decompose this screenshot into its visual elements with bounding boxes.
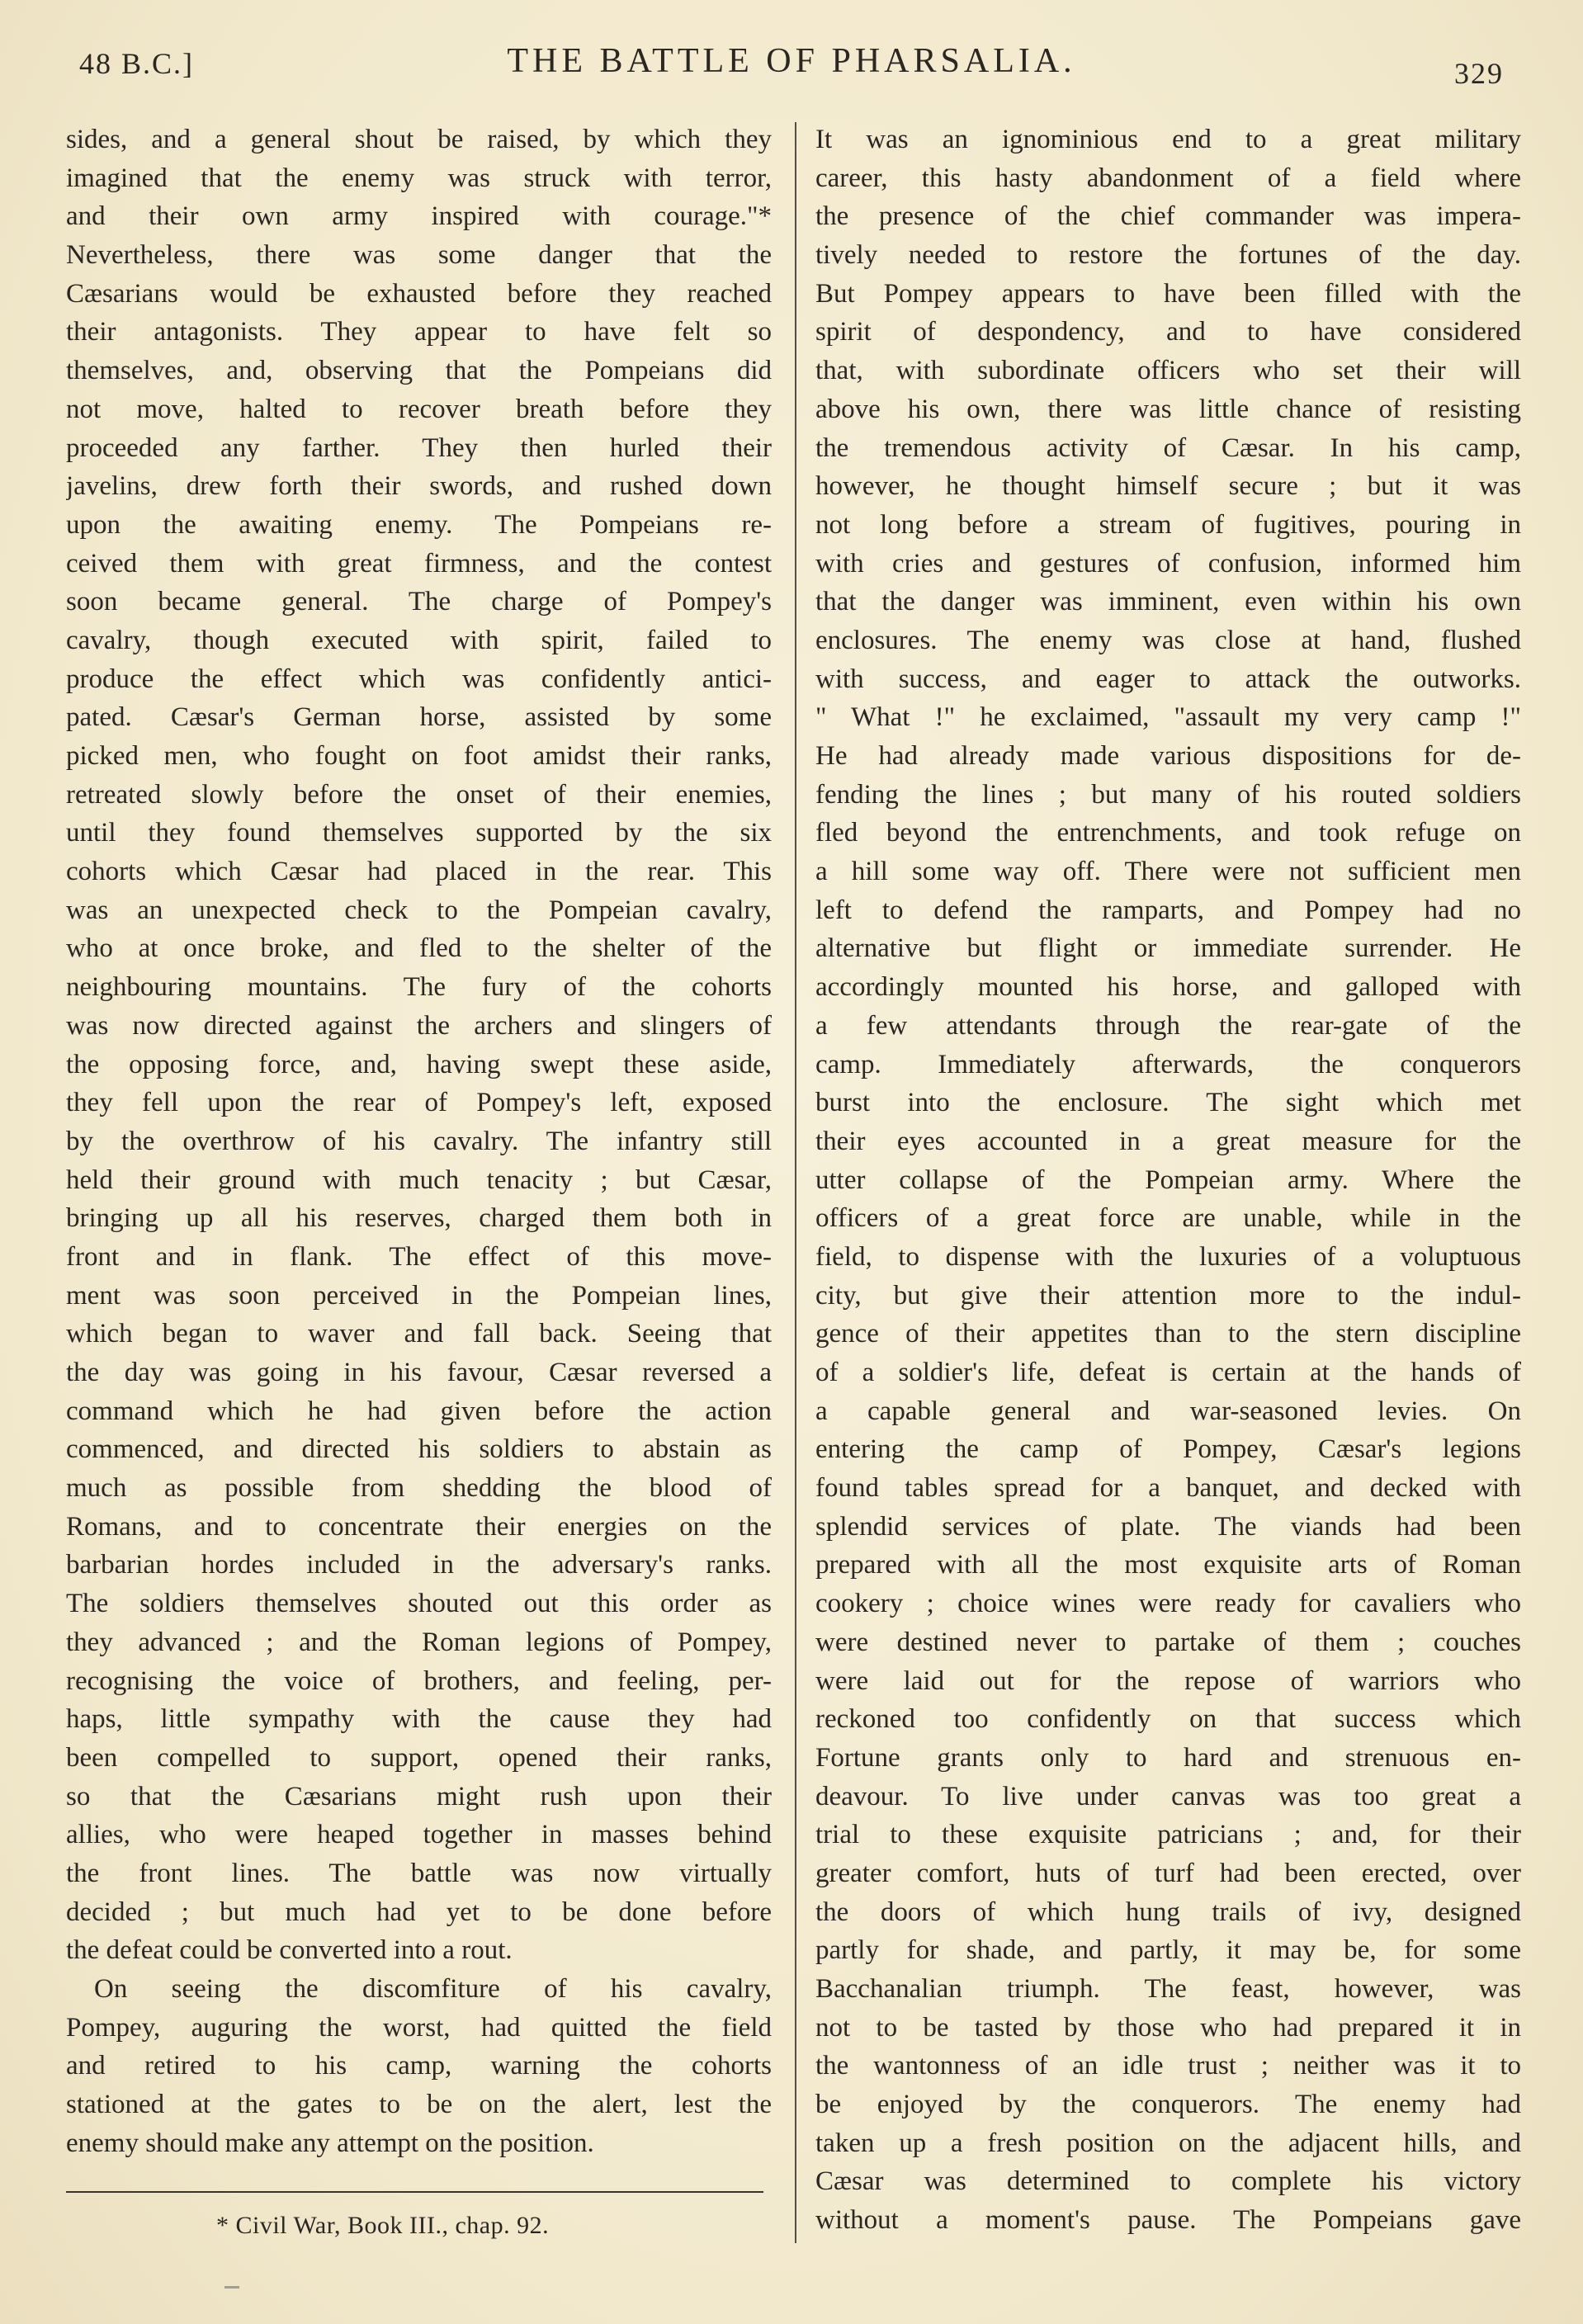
text-line: themselves, and, observing that the Pompeians did <box>66 356 772 386</box>
text-line: that, with subordinate officers who set their will <box>815 356 1521 386</box>
text-line: cookery ; choice wines were ready for cavaliers who <box>815 1589 1521 1619</box>
text-line: their eyes accounted in a great measure for the <box>815 1126 1521 1156</box>
text-line: was now directed against the archers and slingers of <box>66 1010 772 1041</box>
text-line: without a moment's pause. The Pompeians gave <box>815 2205 1521 2236</box>
text-line: javelins, drew forth their swords, and rushed down <box>66 471 772 502</box>
text-line: taken up a fresh position on the adjacent hills, and <box>815 2128 1521 2158</box>
text-line: and their own army inspired with courage."* <box>66 201 772 232</box>
text-line: camp. Immediately afterwards, the conquerors <box>815 1049 1521 1079</box>
left-text-column <box>66 120 772 2162</box>
text-line: not long before a stream of fugitives, pouring in <box>815 509 1521 540</box>
text-line: with cries and gestures of confusion, informed him <box>815 548 1521 579</box>
text-line: however, he thought himself secure ; but it was <box>815 471 1521 502</box>
text-line: proceeded any farther. They then hurled their <box>66 432 772 463</box>
text-line: soon became general. The charge of Pompey's <box>66 587 772 617</box>
text-line: the presence of the chief commander was impera- <box>815 201 1521 232</box>
text-line: " What !" he exclaimed, "assault my very camp !" <box>815 702 1521 733</box>
text-line: a few attendants through the rear-gate of the <box>815 1010 1521 1041</box>
text-line: But Pompey appears to have been filled with the <box>815 278 1521 309</box>
text-line: and retired to his camp, warning the cohorts <box>66 2051 772 2081</box>
text-line: that the danger was imminent, even within his own <box>815 587 1521 617</box>
column-divider-rule <box>795 122 796 2243</box>
text-line: enclosures. The enemy was close at hand, flushed <box>815 625 1521 655</box>
text-line: decided ; but much had yet to be done before <box>66 1897 772 1927</box>
text-line: who at once broke, and fled to the shelter of the <box>66 933 772 964</box>
text-line: field, to dispense with the luxuries of a voluptuous <box>815 1241 1521 1272</box>
text-line: reckoned too confidently on that success which <box>815 1704 1521 1735</box>
text-line: utter collapse of the Pompeian army. Where the <box>815 1164 1521 1195</box>
text-line: He had already made various dispositions for de- <box>815 741 1521 771</box>
text-line: by the overthrow of his cavalry. The infantry still <box>66 1126 772 1156</box>
text-line: Cæsarians would be exhausted before they reached <box>66 278 772 309</box>
text-line: fled beyond the entrenchments, and took refuge on <box>815 818 1521 848</box>
text-line: imagined that the enemy was struck with terror, <box>66 163 772 193</box>
text-line: fending the lines ; but many of his routed soldiers <box>815 779 1521 810</box>
text-line: ment was soon perceived in the Pompeian lines, <box>66 1280 772 1311</box>
text-line: On seeing the discomfiture of his cavalry, <box>94 1974 772 2004</box>
text-line: cohorts which Cæsar had placed in the rear. This <box>66 857 772 887</box>
text-line: allies, who were heaped together in masses behind <box>66 1820 772 1850</box>
text-line: so that the Cæsarians might rush upon their <box>66 1781 772 1811</box>
text-line: the defeat could be converted into a rout. <box>66 1935 513 1966</box>
text-line: until they found themselves supported by the six <box>66 818 772 848</box>
text-line: city, but give their attention more to the indul- <box>815 1280 1521 1311</box>
text-line: was an unexpected check to the Pompeian cavalry, <box>66 895 772 925</box>
text-line: spirit of despondency, and to have considered <box>815 317 1521 347</box>
page-number: 329 <box>1454 57 1504 90</box>
text-line: a capable general and war-seasoned levies. On <box>815 1396 1521 1426</box>
text-line: they advanced ; and the Roman legions of Pompey, <box>66 1627 772 1657</box>
text-line: found tables spread for a banquet, and decked with <box>815 1473 1521 1504</box>
text-line: front and in flank. The effect of this move- <box>66 1241 772 1272</box>
text-line: not to be tasted by those who had prepared it in <box>815 2012 1521 2043</box>
text-line: with success, and eager to attack the outworks. <box>815 664 1521 694</box>
text-line: retreated slowly before the onset of their enemies, <box>66 779 772 810</box>
text-line: their antagonists. They appear to have felt so <box>66 317 772 347</box>
text-line: accordingly mounted his horse, and galloped with <box>815 972 1521 1003</box>
running-head-title: THE BATTLE OF PHARSALIA. <box>507 42 1076 80</box>
text-line: not move, halted to recover breath before they <box>66 394 772 424</box>
text-line: recognising the voice of brothers, and feeling, per- <box>66 1665 772 1696</box>
text-line: much as possible from shedding the blood of <box>66 1473 772 1504</box>
text-line: officers of a great force are unable, while in the <box>815 1203 1521 1234</box>
text-line: above his own, there was little chance of resisting <box>815 394 1521 424</box>
footnote-rule <box>66 2191 763 2193</box>
text-line: bringing up all his reserves, charged them both in <box>66 1203 772 1234</box>
text-line: partly for shade, and partly, it may be, for some <box>815 1935 1521 1966</box>
text-line: held their ground with much tenacity ; but Cæsar, <box>66 1164 772 1195</box>
text-line: Bacchanalian triumph. The feast, however, was <box>815 1974 1521 2004</box>
text-line: a hill some way off. There were not sufficient men <box>815 857 1521 887</box>
text-line: Cæsar was determined to complete his victory <box>815 2166 1521 2197</box>
text-line: been compelled to support, opened their ranks, <box>66 1742 772 1773</box>
text-line: barbarian hordes included in the adversary's ranks. <box>66 1550 772 1580</box>
running-head <box>79 41 1504 91</box>
text-line: left to defend the ramparts, and Pompey had no <box>815 895 1521 925</box>
text-line: sides, and a general shout be raised, by which they <box>66 125 772 154</box>
text-line: It was an ignominious end to a great military <box>815 125 1521 154</box>
text-line: Fortune grants only to hard and strenuous en- <box>815 1742 1521 1773</box>
text-line: splendid services of plate. The viands had been <box>815 1511 1521 1542</box>
text-line: of a soldier's life, defeat is certain at the hands of <box>815 1358 1521 1387</box>
text-line: they fell upon the rear of Pompey's left, exposed <box>66 1088 772 1118</box>
text-line: burst into the enclosure. The sight which met <box>815 1088 1521 1118</box>
text-line: the front lines. The battle was now virtually <box>66 1858 772 1888</box>
text-line: neighbouring mountains. The fury of the cohorts <box>66 972 772 1003</box>
text-line: picked men, who fought on foot amidst their ranks, <box>66 741 772 771</box>
right-text-column <box>815 120 1521 2240</box>
footnote: * Civil War, Book III., chap. 92. <box>216 2212 550 2239</box>
text-line: greater comfort, huts of turf had been erected, over <box>815 1858 1521 1888</box>
text-line: were destined never to partake of them ; couches <box>815 1627 1521 1657</box>
text-line: commenced, and directed his soldiers to abstain as <box>66 1434 772 1465</box>
text-line: tively needed to restore the fortunes of the day. <box>815 240 1521 271</box>
text-line: be enjoyed by the conquerors. The enemy had <box>815 2090 1521 2120</box>
text-line: the wantonness of an idle trust ; neither was it to <box>815 2051 1521 2081</box>
text-line: were laid out for the repose of warriors who <box>815 1665 1521 1696</box>
text-line: deavour. To live under canvas was too great a <box>815 1781 1521 1811</box>
text-line: cavalry, though executed with spirit, failed to <box>66 625 772 655</box>
text-line: upon the awaiting enemy. The Pompeians re- <box>66 509 772 540</box>
text-line: enemy should make any attempt on the position. <box>66 2128 594 2158</box>
text-line: which began to waver and fall back. Seeing that <box>66 1319 772 1349</box>
text-line: produce the effect which was confidently antici- <box>66 664 772 694</box>
text-line: pated. Cæsar's German horse, assisted by some <box>66 702 772 733</box>
text-line: gence of their appetites than to the stern discipline <box>815 1319 1521 1349</box>
text-line: Romans, and to concentrate their energies on the <box>66 1511 772 1542</box>
text-line: the day was going in his favour, Cæsar reversed a <box>66 1358 772 1387</box>
text-line: command which he had given before the action <box>66 1396 772 1426</box>
text-line: the opposing force, and, having swept these aside, <box>66 1049 772 1079</box>
text-line: prepared with all the most exquisite arts of Roman <box>815 1550 1521 1580</box>
printer-mark <box>224 2286 239 2289</box>
running-head-date: 48 B.C.] <box>79 47 195 80</box>
text-line: stationed at the gates to be on the alert, lest the <box>66 2090 772 2120</box>
text-line: The soldiers themselves shouted out this order as <box>66 1589 772 1619</box>
text-line: Nevertheless, there was some danger that the <box>66 240 772 271</box>
text-line: Pompey, auguring the worst, had quitted the field <box>66 2012 772 2043</box>
text-line: trial to these exquisite patricians ; and, for their <box>815 1820 1521 1850</box>
text-line: the tremendous activity of Cæsar. In his camp, <box>815 432 1521 463</box>
text-line: entering the camp of Pompey, Cæsar's legions <box>815 1434 1521 1465</box>
text-line: the doors of which hung trails of ivy, designed <box>815 1897 1521 1927</box>
text-line: haps, little sympathy with the cause they had <box>66 1704 772 1735</box>
text-line: ceived them with great firmness, and the contest <box>66 548 772 579</box>
text-line: career, this hasty abandonment of a field where <box>815 163 1521 193</box>
text-line: alternative but flight or immediate surrender. He <box>815 933 1521 964</box>
